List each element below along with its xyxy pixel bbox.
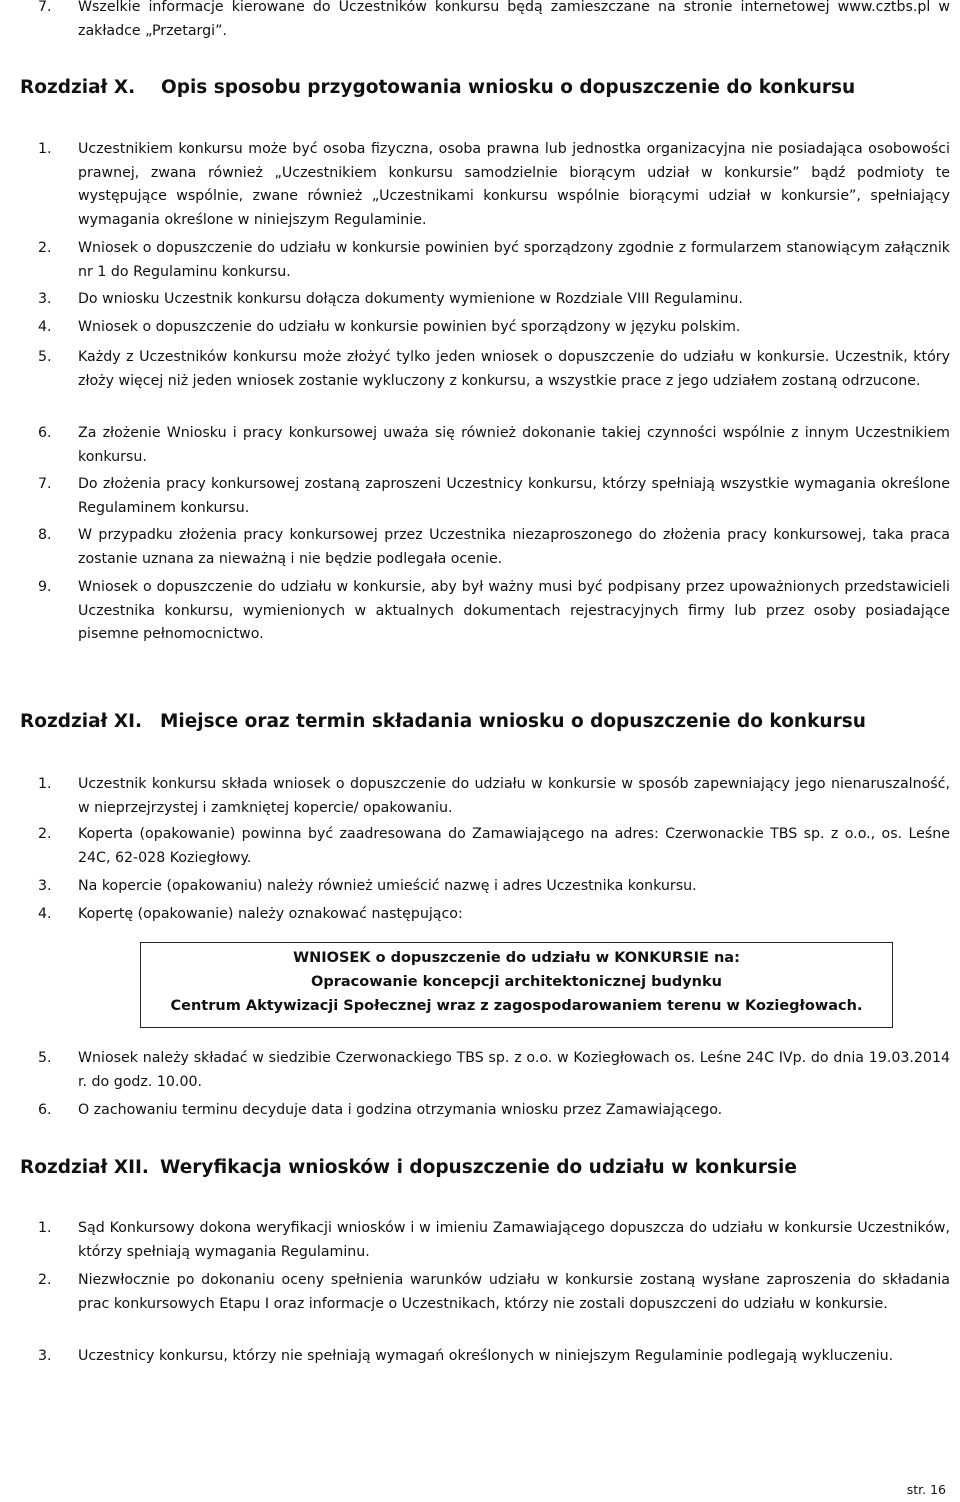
list-item-text: Do złożenia pracy konkursowej zostaną zaproszeni Uczestnicy konkursu, którzy spełniają wszystkie wymagania określone Regulaminem konkursu. bbox=[78, 476, 950, 516]
list-item bbox=[38, 0, 950, 43]
website-link[interactable]: www.cztbs.pl bbox=[837, 0, 931, 15]
chapter-number: Rozdział XI. bbox=[20, 711, 143, 732]
list-item-text: Na kopercie (opakowaniu) należy również umieścić nazwę i adres Uczestnika konkursu. bbox=[78, 878, 697, 894]
envelope-label-line: Opracowanie koncepcji architektonicznej budynku bbox=[311, 974, 722, 990]
list-item-number: 2. bbox=[38, 240, 52, 256]
chapter-title: Opis sposobu przygotowania wniosku o dopuszczenie do konkursu bbox=[161, 77, 856, 98]
list-item-text: Wniosek o dopuszczenie do udziału w konkursie powinien być sporządzony w języku polskim. bbox=[78, 319, 741, 335]
chapter-heading-xii bbox=[20, 1155, 797, 1181]
list-item-text: Do wniosku Uczestnik konkursu dołącza dokumenty wymienione w Rozdziale VIII Regulaminu. bbox=[78, 291, 743, 307]
list-item-text: Za złożenie Wniosku i pracy konkursowej uważa się również dokonanie takiej czynności wspólnie z innym Uczestnikiem konkursu. bbox=[78, 425, 950, 465]
list-item bbox=[38, 576, 950, 647]
list-item bbox=[38, 1217, 950, 1264]
list-item-number: 5. bbox=[38, 349, 52, 365]
list-item-number: 3. bbox=[38, 291, 52, 307]
list-item-number: 2. bbox=[38, 826, 52, 842]
list-item-number: 1. bbox=[38, 776, 52, 792]
list-item bbox=[38, 1047, 950, 1094]
list-item-text: Uczestnik konkursu składa wniosek o dopuszczenie do udziału w konkursie w sposób zapewniający jego nienaruszalność, w nieprzejrzystej i zamkniętej kopercie/ opakowaniu. bbox=[78, 776, 950, 816]
list-item-number: 4. bbox=[38, 319, 52, 335]
list-item-number: 8. bbox=[38, 527, 52, 543]
list-item-number: 7. bbox=[38, 476, 52, 492]
list-item-text: Niezwłocznie po dokonaniu oceny spełnienia warunków udziału w konkursie zostaną wysłane zaproszenia do składania prac konkursowych Etapu I oraz informacje o Uczestnikach, którzy nie zostali dopuszczeni do udziału w konkursie. bbox=[78, 1272, 950, 1312]
list-item bbox=[38, 1345, 950, 1369]
list-item-text: O zachowaniu terminu decyduje data i godzina otrzymania wniosku przez Zamawiającego. bbox=[78, 1102, 723, 1118]
list-item-number: 5. bbox=[38, 1050, 52, 1066]
list-item bbox=[38, 346, 950, 393]
chapter-number: Rozdział X. bbox=[20, 77, 136, 98]
list-item-number: 4. bbox=[38, 906, 52, 922]
chapter-title: Weryfikacja wniosków i dopuszczenie do udziału w konkursie bbox=[160, 1157, 797, 1178]
list-item-number: 2. bbox=[38, 1272, 52, 1288]
list-item bbox=[38, 1099, 950, 1123]
list-item-text: Uczestnikiem konkursu może być osoba fizyczna, osoba prawna lub jednostka organizacyjna nie posiadająca osobowości prawnej, zwana również „Uczestnikiem konkursu samodzielnie biorącym udział w konkursie” bądź podmioty te występujące wspólnie, zwane również „Uczestnikami konkursu wspólnie biorącymi udział w konkursie”, spełniający wymagania określone w niniejszym Regulaminie. bbox=[78, 141, 950, 228]
list-item-text: Wniosek o dopuszczenie do udziału w konkursie powinien być sporządzony zgodnie z formularzem stanowiącym załącznik nr 1 do Regulaminu konkursu. bbox=[78, 240, 950, 280]
list-item-text: Koperta (opakowanie) powinna być zaadresowana do Zamawiającego na adres: Czerwonackie TBS sp. z o.o., os. Leśne 24C, 62-028 Koziegłowy. bbox=[78, 826, 950, 866]
list-item-number: 3. bbox=[38, 1348, 52, 1364]
envelope-label-line: WNIOSEK o dopuszczenie do udziału w KONKURSIE na: bbox=[293, 950, 740, 966]
page-number: str. 16 bbox=[906, 1482, 946, 1497]
list-item bbox=[38, 473, 950, 520]
list-item-number: 6. bbox=[38, 1102, 52, 1118]
list-item bbox=[38, 422, 950, 469]
list-item-number: 1. bbox=[38, 141, 52, 157]
envelope-label-line: Centrum Aktywizacji Społecznej wraz z zagospodarowaniem terenu w Koziegłowach. bbox=[170, 998, 863, 1014]
list-item bbox=[38, 1269, 950, 1316]
list-item-number: 1. bbox=[38, 1220, 52, 1236]
chapter-number: Rozdział XII. bbox=[20, 1157, 149, 1178]
chapter-heading-xi bbox=[20, 709, 866, 735]
list-item-text: Wniosek o dopuszczenie do udziału w konkursie, aby był ważny musi być podpisany przez upoważnionych przedstawicieli Uczestnika konkursu, wymienionych w aktualnych dokumentach rejestracyjnych firmy lub przez osoby posiadające pisemne pełnomocnictwo. bbox=[78, 579, 950, 642]
list-item-text: Kopertę (opakowanie) należy oznakować następująco: bbox=[78, 906, 463, 922]
list-item bbox=[38, 237, 950, 284]
list-item-number: 3. bbox=[38, 878, 52, 894]
list-item bbox=[38, 138, 950, 232]
list-item-number: 9. bbox=[38, 579, 52, 595]
list-item bbox=[38, 875, 950, 899]
list-item bbox=[38, 823, 950, 870]
list-item bbox=[38, 773, 950, 820]
chapter-heading-x bbox=[20, 75, 855, 101]
list-item bbox=[38, 316, 950, 340]
list-item bbox=[38, 524, 950, 571]
chapter-title: Miejsce oraz termin składania wniosku o dopuszczenie do konkursu bbox=[160, 711, 866, 732]
list-item-number: 7. bbox=[38, 0, 52, 15]
list-item-text: Wniosek należy składać w siedzibie Czerwonackiego TBS sp. z o.o. w Koziegłowach os. Leśne 24C IVp. do dnia 19.03.2014 r. do godz. 10.00. bbox=[78, 1050, 950, 1090]
list-item-text: Każdy z Uczestników konkursu może złożyć tylko jeden wniosek o dopuszczenie do udziału w konkursie. Uczestnik, który złoży więcej niż jeden wniosek zostanie wykluczony z konkursu, a wszystkie prace z jego udziałem zostaną odrzucone. bbox=[78, 349, 950, 389]
list-item-text: Sąd Konkursowy dokona weryfikacji wniosków i w imieniu Zamawiającego dopuszcza do udziału w konkursie Uczestników, którzy spełniają wymagania Regulaminu. bbox=[78, 1220, 950, 1260]
list-item bbox=[38, 903, 950, 927]
list-item bbox=[38, 288, 950, 312]
envelope-label-box bbox=[140, 942, 893, 1028]
list-item-text: Uczestnicy konkursu, którzy nie spełniają wymagań określonych w niniejszym Regulaminie podlegają wykluczeniu. bbox=[78, 1348, 894, 1364]
list-item-text: Wszelkie informacje kierowane do Uczestników konkursu będą zamieszczane na stronie internetowej www.cztbs.pl w zakładce „Przetargi”. bbox=[78, 0, 950, 39]
list-item-text: W przypadku złożenia pracy konkursowej przez Uczestnika niezaproszonego do złożenia pracy konkursowej, taka praca zostanie uznana za nieważną i nie będzie podlegała ocenie. bbox=[78, 527, 950, 567]
list-item-number: 6. bbox=[38, 425, 52, 441]
